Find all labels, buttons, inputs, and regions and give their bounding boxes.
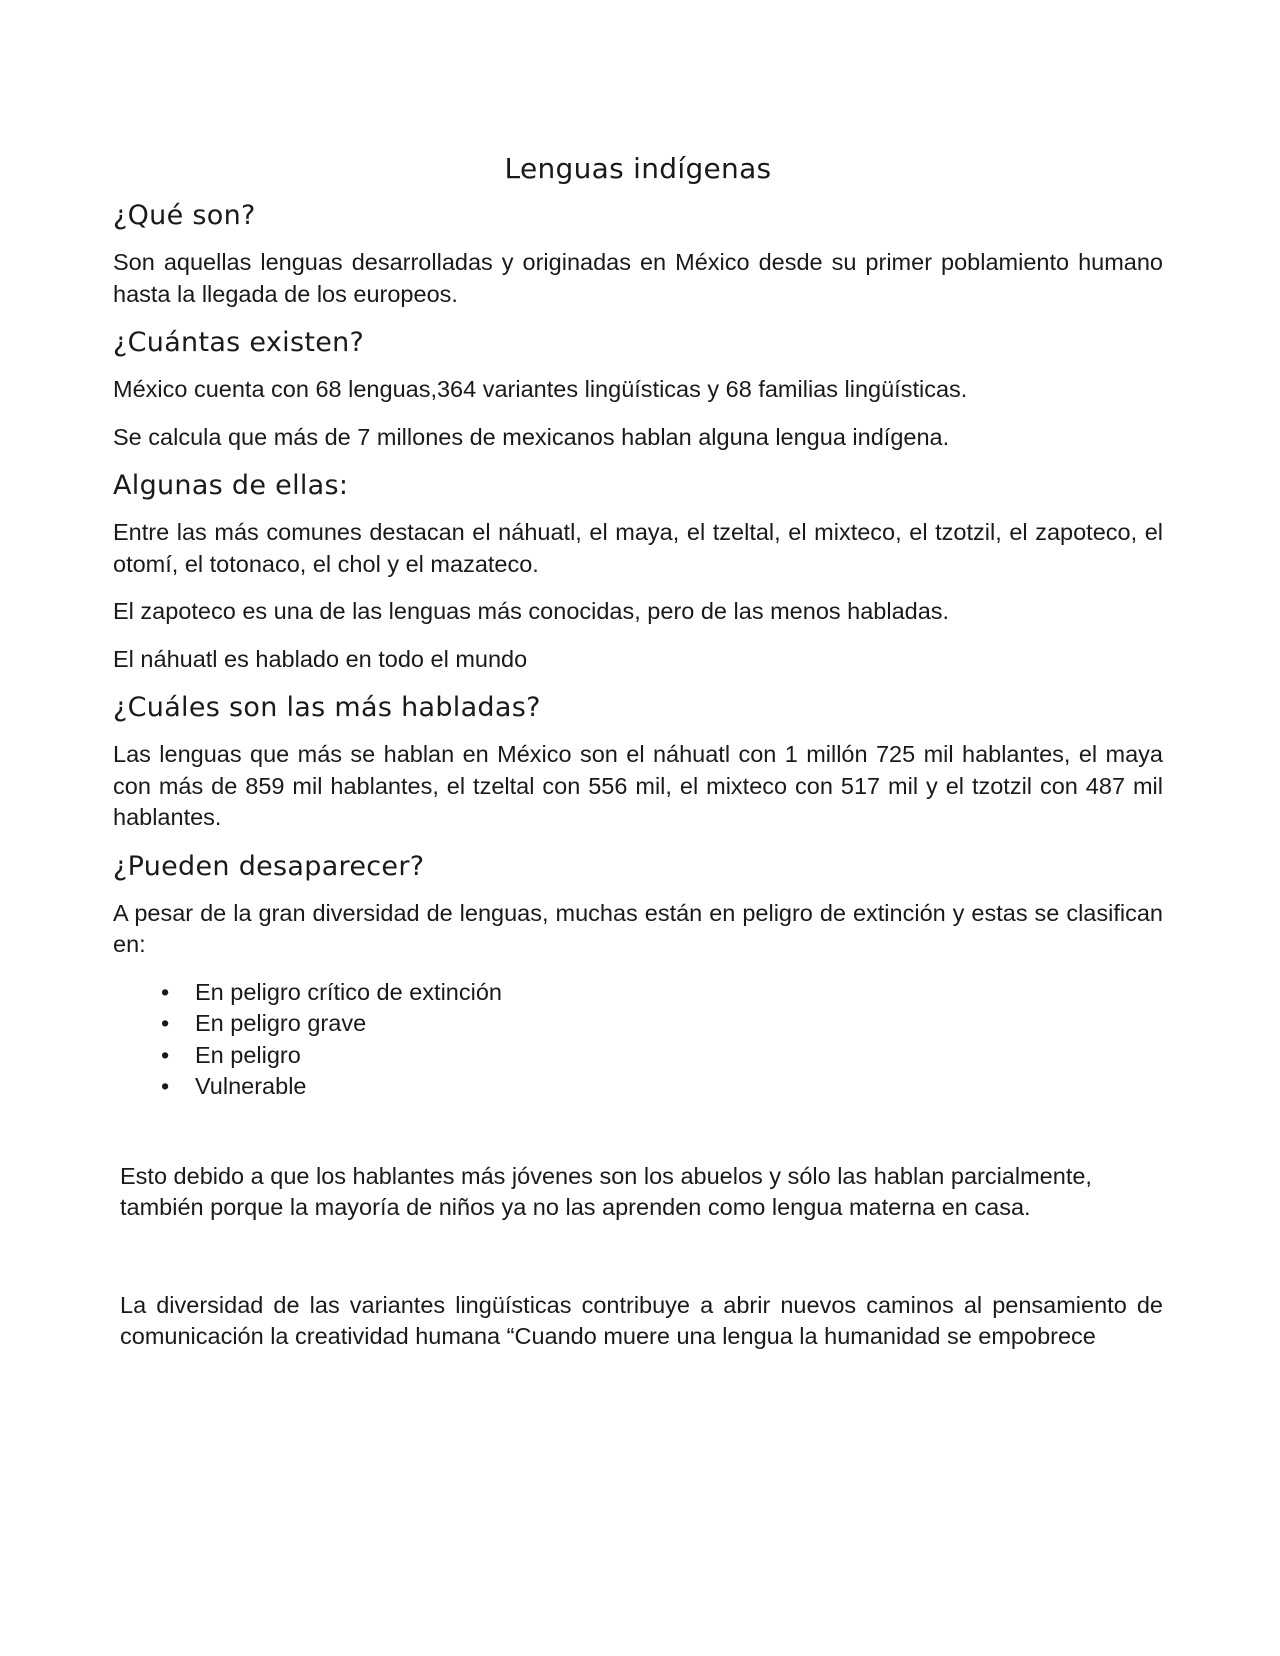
heading-cuantas-existen: ¿Cuántas existen? xyxy=(113,327,365,358)
paragraph-cantidad-lenguas: México cuenta con 68 lenguas,364 variantes lingüísticas y 68 familias lingüísticas. xyxy=(113,376,968,402)
bullet-list-clasificacion xyxy=(113,977,1163,1103)
closing-block-2 xyxy=(113,1290,1163,1353)
heading-algunas-de-ellas: Algunas de ellas: xyxy=(113,470,349,501)
bullet-icon: • xyxy=(161,1073,170,1099)
paragraph-definicion: Son aquellas lenguas desarrolladas y originadas en México desde su primer poblamiento humano hasta la llegada de los europeos. xyxy=(113,249,1163,307)
paragraph-zapoteco: El zapoteco es una de las lenguas más conocidas, pero de las menos habladas. xyxy=(113,598,950,624)
list-item: • En peligro xyxy=(161,1040,1163,1072)
document-title: Lenguas indígenas xyxy=(504,152,772,185)
paragraph-diversidad: La diversidad de las variantes lingüísticas contribuye a abrir nuevos caminos al pensamiento de comunicación la creatividad humana “Cuando muere una lengua la humanidad se empobrece xyxy=(120,1291,1163,1349)
paragraph-mas-comunes: Entre las más comunes destacan el náhuatl, el maya, el tzeltal, el mixteco, el tzotzil, el zapoteco, el otomí, el totonaco, el chol y el mazateco. xyxy=(113,519,1163,577)
heading-que-son: ¿Qué son? xyxy=(113,200,256,231)
paragraph-mas-habladas: Las lenguas que más se hablan en México son el náhuatl con 1 millón 725 mil hablantes, el maya con más de 859 mil hablantes, el tzeltal con 556 mil, el mixteco con 517 mil y el tzotzil con 487 mil hablantes. xyxy=(113,741,1163,830)
paragraph-causas: Esto debido a que los hablantes más jóvenes son los abuelos y sólo las hablan parcialmente, también porque la mayoría de niños ya no las aprenden como lengua materna en casa. xyxy=(120,1162,1092,1220)
paragraph-nahuatl: El náhuatl es hablado en todo el mundo xyxy=(113,645,528,672)
closing-block-1 xyxy=(113,1161,1163,1224)
list-item: • En peligro grave xyxy=(161,1008,1163,1040)
bullet-icon: • xyxy=(161,978,170,1005)
bullet-icon: • xyxy=(161,1010,170,1036)
heading-mas-habladas: ¿Cuáles son las más habladas? xyxy=(113,692,541,723)
heading-pueden-desaparecer: ¿Pueden desaparecer? xyxy=(113,850,425,882)
paragraph-hablantes-total: Se calcula que más de 7 millones de mexicanos hablan alguna lengua indígena. xyxy=(113,423,950,450)
document-body xyxy=(113,140,1163,1353)
list-item: • En peligro crítico de extinción xyxy=(161,977,1163,1009)
list-item: • Vulnerable xyxy=(161,1071,1163,1103)
paragraph-peligro-extincion: A pesar de la gran diversidad de lenguas, muchas están en peligro de extinción y estas se clasifican en: xyxy=(113,899,1163,957)
bullet-icon: • xyxy=(161,1041,170,1068)
